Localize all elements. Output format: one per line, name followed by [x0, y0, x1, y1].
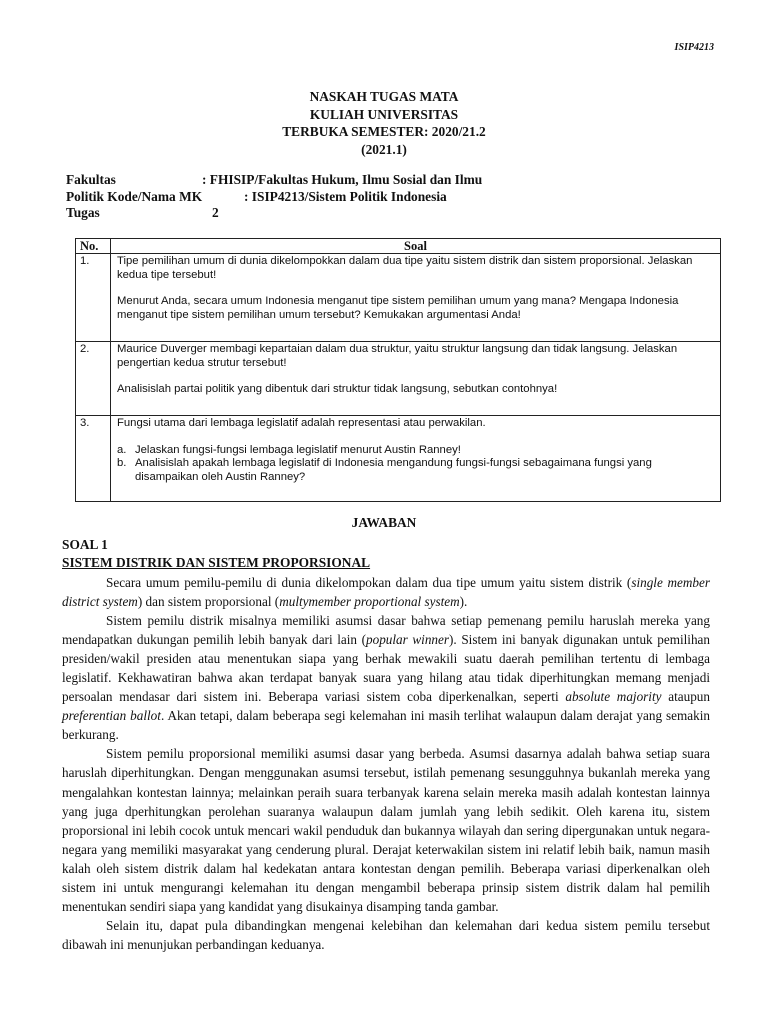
kode-row	[66, 189, 482, 206]
question-paragraph: Fungsi utama dari lembaga legislatif adalah representasi atau perwakilan.	[117, 417, 486, 429]
column-header-no: No.	[76, 239, 111, 254]
table-row	[76, 254, 721, 342]
title-line: TERBUKA SEMESTER: 2020/21.2	[282, 124, 486, 139]
list-item-text: Analisislah apakah lembaga legislatif di Indonesia mengandung fungsi-fungsi sebagaimana fungsi yang disampaikan oleh Austin Ranney?	[135, 457, 652, 483]
paragraph: Selain itu, dapat pula dibandingkan mengenai kelebihan dan kelemahan dari kedua sistem pemilu tersebut dibawah ini menunjukan perbandingan keduanya.	[62, 917, 710, 952]
question-number: 2.	[76, 342, 111, 416]
paragraph: Sistem pemilu proporsional memiliki asumsi dasar yang berbeda. Asumsi dasarnya adalah bahwa setiap suara haruslah diperhitungkan. Dengan menggunakan asumsi tersebut, istilah pemenang sesungguhnya bukanlah mereka yang mengalahkan kontestan lainnya; melainkan peraih suara terbanyak karena selain mereka masih adalah kontestan lainnya yang juga dperhitungkan perolehan suaranya walaupun dalam jumlah yang lebih sedikit. Oleh karena itu, sistem proporsional ini lebih cocok untuk mencari wakil penduduk dan bukannya wilayah dan sering dipergunakan untuk negara-negara yang memiliki masyarakat yang cenderung plural. Derajat keterwakilan sistem ini relatif lebih baik, namun masih kalah oleh sistem distrik dalam hal kedekatan antara kontestan dengan pemilih. Beberapa variasi diperkenalkan oleh sistem ini untuk mengurangi kelemahan itu dengan mengambil beberapa prinsip sistem distrik dalam hal pemilih menentukan sendiri siapa yang kandidat yang disukainya disamping tanda gambar.	[62, 746, 710, 914]
question-paragraph: Maurice Duverger membagi kepartaian dalam dua struktur, yaitu struktur langsung dan tidak langsung. Jelaskan pengertian kedua strutur tersebut!	[117, 343, 678, 369]
paragraph	[62, 611, 710, 744]
list-marker: b.	[117, 457, 127, 469]
table-header-row	[76, 239, 721, 254]
answer-heading: JAWABAN	[351, 515, 417, 530]
question-table	[75, 238, 721, 502]
italic-term: preferentian ballot	[62, 708, 161, 724]
text-run: ataupun	[661, 689, 710, 705]
text-run: Secara umum pemilu-pemilu di dunia dikelompokan dalam dua tipe umum yaitu sistem distrik (	[106, 575, 632, 590]
document-title	[0, 88, 768, 158]
course-code-header: ISIP4213	[674, 42, 714, 53]
italic-term: multymember proportional system	[279, 594, 460, 610]
question-text	[111, 254, 721, 342]
text-run: . Akan tetapi, dalam beberapa segi kelemahan ini masih terlihat walaupun dalam derajat yang semakin berkurang.	[62, 708, 711, 743]
fakultas-label: Fakultas	[66, 172, 116, 187]
question-text	[111, 416, 721, 502]
text-run: ). Sistem ini banyak digunakan untuk pemilihan presiden/wakil presiden atau menentukan siapa yang berhak mewakili suatu daerah pemilihan tertentu di lembaga legislatif. Kekhawatiran bahwa akan terdapat banyak suara yang hilang atau tidak diperhitungkan memang menjadi persoalan mendasar dari sistem ini. Beberapa variasi sistem coba diperkenalkan, seperti	[62, 632, 710, 705]
tugas-label: Tugas	[66, 205, 100, 220]
table-row	[76, 342, 721, 416]
title-line: (2021.1)	[361, 141, 407, 157]
text-run: ).	[459, 594, 468, 610]
title-line: NASKAH TUGAS MATA	[309, 89, 459, 104]
text-run: Sistem pemilu distrik misalnya memiliki asumsi dasar bahwa setiap pemenang pemilu haruslah mereka yang mendapatkan dukungan pemilih lebih banyak dari lain (	[62, 613, 710, 648]
tugas-row	[66, 205, 482, 222]
italic-term: popular winner	[366, 632, 450, 648]
question-number: 1.	[76, 254, 111, 342]
column-header-soal: Soal	[111, 239, 721, 254]
list-item-text: Jelaskan fungsi-fungsi lembaga legislatif menurut Austin Ranney!	[135, 443, 461, 456]
paragraph	[62, 573, 710, 611]
question-paragraph: Tipe pemilihan umum di dunia dikelompokkan dalam dua tipe yaitu sistem distrik dan sistem proporsional. Jelaskan kedua tipe tersebut!	[117, 255, 693, 281]
kode-value: : ISIP4213/Sistem Politik Indonesia	[244, 188, 447, 204]
soal-label: SOAL 1	[62, 537, 108, 552]
text-run: ) dan sistem proporsional (	[137, 594, 280, 610]
question-text	[111, 342, 721, 416]
kode-label: Politik Kode/Nama MK	[66, 188, 203, 204]
section-title: SISTEM DISTRIK DAN SISTEM PROPORSIONAL	[62, 555, 371, 570]
list-item	[117, 444, 716, 458]
table-row	[76, 416, 721, 502]
list-marker: a.	[117, 443, 127, 456]
list-item	[117, 457, 716, 484]
answer-body	[62, 573, 710, 954]
italic-term: single member district system	[62, 575, 710, 610]
question-paragraph: Analisislah partai politik yang dibentuk dari struktur tidak langsung, sebutkan contohnya!	[117, 383, 558, 395]
tugas-value: 2	[212, 205, 219, 220]
question-number: 3.	[76, 416, 111, 502]
question-paragraph: Menurut Anda, secara umum Indonesia menganut tipe sistem pemilihan umum yang mana? Mengapa Indonesia menganut tipe sistem pemilihan umum tersebut? Kemukakan argumentasi Anda!	[117, 295, 679, 321]
fakultas-value: : FHISIP/Fakultas Hukum, Ilmu Sosial dan Ilmu	[202, 172, 483, 187]
course-info	[66, 172, 482, 222]
italic-term: absolute majority	[565, 689, 662, 705]
fakultas-row	[66, 172, 482, 189]
title-line: KULIAH UNIVERSITAS	[309, 106, 459, 122]
